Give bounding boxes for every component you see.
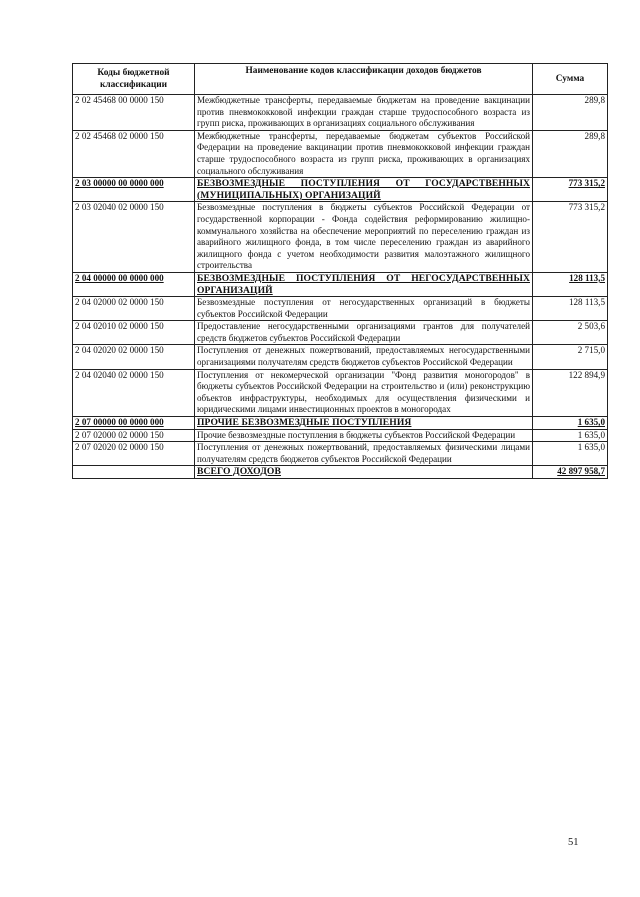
row-code: 2 04 00000 00 0000 000 [73,272,195,296]
row-code [73,466,195,479]
row-code: 2 04 02020 02 0000 150 [73,345,195,369]
row-sum: 773 315,2 [533,178,608,202]
row-code: 2 03 00000 00 0000 000 [73,178,195,202]
row-name: Межбюджетные трансферты, передаваемые бюджетам на проведение вакцинации против пневмококковой инфекции граждан старше трудоспособного возраста из групп риска, проживающих в организациях социального обслуживания [195,95,533,131]
table-row [73,369,608,416]
row-name: Поступления от некомерческой организации "Фонд развития моногородов" в бюджеты субъектов Российской Федерации на строительство и (или) реконструкцию объектов инфраструктуры, необходимых для осуществления физическими и юридическими лицами инвестиционных проектов в моногородах [195,369,533,416]
row-sum: 1 635,0 [533,417,608,430]
row-code: 2 04 02000 02 0000 150 [73,297,195,321]
row-code: 2 07 00000 00 0000 000 [73,417,195,430]
row-sum: 42 897 958,7 [533,466,608,479]
row-name: ПРОЧИЕ БЕЗВОЗМЕЗДНЫЕ ПОСТУПЛЕНИЯ [195,417,533,430]
row-name: Прочие безвозмездные поступления в бюджеты субъектов Российской Федерации [195,429,533,442]
row-name: Поступления от денежных пожертвований, предоставляемых негосударственными организациями получателям средств бюджетов субъектов Российской Федерации [195,345,533,369]
row-name: Межбюджетные трансферты, передаваемые бюджетам субъектов Российской Федерации на проведение вакцинации против пневмококковой инфекции граждан старше трудоспособного возраста из групп риска, проживающих в организациях социального обслуживания [195,130,533,177]
row-name: Безвозмездные поступления от негосударственных организаций в бюджеты субъектов Российской Федерации [195,297,533,321]
row-name: ВСЕГО ДОХОДОВ [195,466,533,479]
page-number: 51 [568,837,579,848]
row-sum: 289,8 [533,95,608,131]
row-name: Поступления от денежных пожертвований, предоставляемых физическими лицами получателям средств бюджетов субъектов Российской Федерации [195,442,533,466]
header-name: Наименование кодов классификации доходов бюджетов [195,64,533,95]
row-sum: 1 635,0 [533,429,608,442]
row-sum: 773 315,2 [533,202,608,273]
row-code: 2 07 02000 02 0000 150 [73,429,195,442]
header-sum: Сумма [533,64,608,95]
row-sum: 128 113,5 [533,272,608,296]
table-row [73,466,608,479]
row-sum: 2 715,0 [533,345,608,369]
table-row [73,321,608,345]
table-row [73,442,608,466]
row-code: 2 02 45468 00 0000 150 [73,95,195,131]
table-row [73,130,608,177]
row-name: БЕЗВОЗМЕЗДНЫЕ ПОСТУПЛЕНИЯ ОТ ГОСУДАРСТВЕННЫХ (МУНИЦИПАЛЬНЫХ) ОРГАНИЗАЦИЙ [195,178,533,202]
table-row [73,345,608,369]
row-sum: 122 894,9 [533,369,608,416]
row-code: 2 07 02020 02 0000 150 [73,442,195,466]
row-name: Предоставление негосударственными организациями грантов для получателей средств бюджетов субъектов Российской Федерации [195,321,533,345]
row-name: БЕЗВОЗМЕЗДНЫЕ ПОСТУПЛЕНИЯ ОТ НЕГОСУДАРСТВЕННЫХ ОРГАНИЗАЦИЙ [195,272,533,296]
table-row [73,417,608,430]
row-sum: 2 503,6 [533,321,608,345]
table-row [73,95,608,131]
table-row [73,429,608,442]
header-code: Коды бюджетной классификации [73,64,195,95]
revenue-table [72,63,608,479]
table-row [73,202,608,273]
row-code: 2 04 02040 02 0000 150 [73,369,195,416]
table-row [73,178,608,202]
row-name: Безвозмездные поступления в бюджеты субъектов Российской Федерации от государственной корпорации - Фонда содействия реформированию жилищно-коммунального хозяйства на обеспечение мероприятий по переселению граждан из аварийного жилищного фонда, в том числе переселению граждан из аварийного жилищного фонда с учетом необходимости развития малоэтажного жилищного строительства [195,202,533,273]
row-sum: 128 113,5 [533,297,608,321]
row-code: 2 03 02040 02 0000 150 [73,202,195,273]
table-header-row [73,64,608,95]
row-code: 2 04 02010 02 0000 150 [73,321,195,345]
table-row [73,297,608,321]
row-code: 2 02 45468 02 0000 150 [73,130,195,177]
row-sum: 289,8 [533,130,608,177]
table-row [73,272,608,296]
table-body [73,95,608,479]
row-sum: 1 635,0 [533,442,608,466]
